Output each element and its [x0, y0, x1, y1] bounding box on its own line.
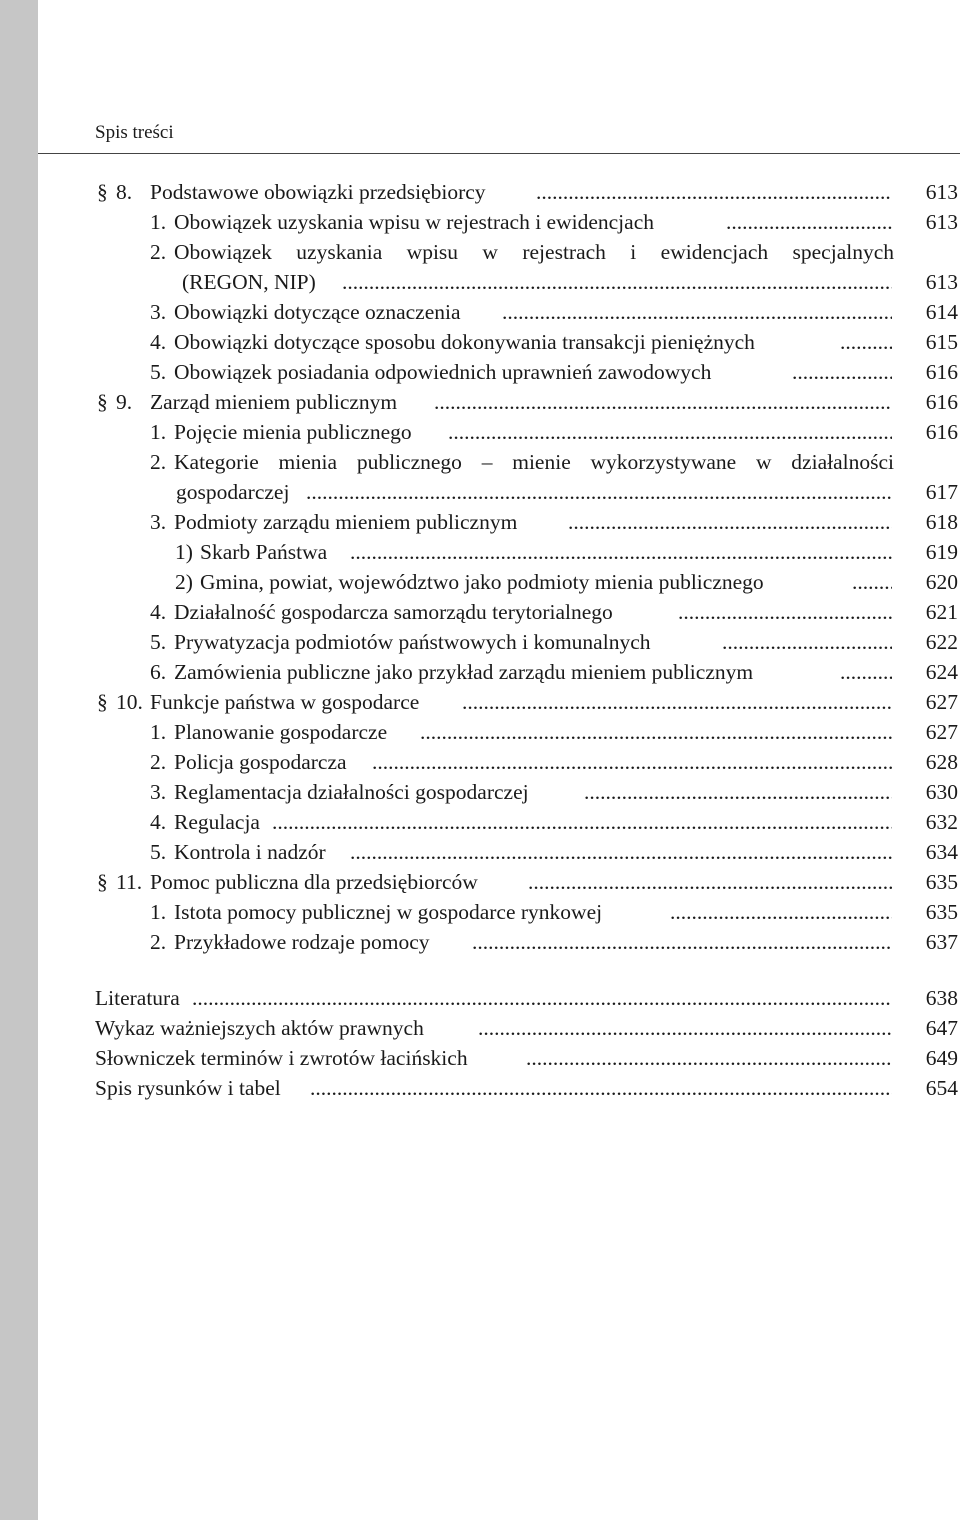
toc-entry[interactable] — [0, 927, 960, 957]
dot-leader — [310, 1073, 892, 1103]
running-head: Spis treści — [95, 122, 174, 143]
entry-title: Wykaz ważniejszych aktów prawnych — [95, 1016, 424, 1040]
entry-title: Pomoc publiczna dla przedsiębiorców — [150, 870, 478, 894]
entry-title: Słowniczek terminów i zwrotów łacińskich — [95, 1046, 468, 1070]
header-rule — [38, 153, 960, 154]
entry-number: 2. — [150, 930, 167, 954]
dot-leader — [584, 777, 892, 807]
toc-entry-backmatter[interactable] — [0, 1043, 960, 1073]
section-mark: § — [97, 870, 108, 894]
section-mark: § — [97, 390, 108, 414]
entry-title: (REGON, NIP) — [182, 270, 316, 294]
entry-title: Kategorie mienia publicznego – mienie wykorzystywane w działalności — [174, 450, 894, 474]
toc-entry-backmatter[interactable] — [0, 1013, 960, 1043]
entry-page: 632 — [925, 810, 958, 834]
toc-entry-continued[interactable] — [0, 477, 960, 507]
entry-page: 624 — [925, 660, 958, 684]
entry-page: 638 — [925, 986, 958, 1010]
entry-number: 1. — [150, 210, 167, 234]
toc-entry-backmatter[interactable] — [0, 1073, 960, 1103]
toc-entry[interactable] — [0, 747, 960, 777]
dot-leader — [792, 357, 892, 387]
dot-leader — [840, 327, 892, 357]
toc-entry-continued[interactable] — [0, 267, 960, 297]
dot-leader — [478, 1013, 892, 1043]
toc-entry[interactable] — [0, 357, 960, 387]
entry-page: 630 — [925, 780, 958, 804]
toc-entry[interactable] — [0, 837, 960, 867]
entry-title: Kontrola i nadzór — [174, 840, 326, 864]
dot-leader — [272, 807, 892, 837]
section-mark: § — [97, 180, 108, 204]
entry-page: 618 — [925, 510, 958, 534]
entry-title: Zamówienia publiczne jako przykład zarządu mieniem publicznym — [174, 660, 754, 684]
entry-title: Spis rysunków i tabel — [95, 1076, 281, 1100]
dot-leader — [372, 747, 892, 777]
entry-page: 635 — [925, 870, 958, 894]
entry-number: 5. — [150, 840, 167, 864]
toc-entry-subpoint[interactable] — [0, 567, 960, 597]
toc-entry-section[interactable] — [0, 687, 960, 717]
dot-leader — [350, 537, 892, 567]
entry-number: 6. — [150, 660, 167, 684]
entry-page: 620 — [925, 570, 958, 594]
entry-number: 2. — [150, 450, 167, 474]
entry-number: 3. — [150, 780, 167, 804]
dot-leader — [852, 567, 892, 597]
toc-entry[interactable] — [0, 297, 960, 327]
section-mark: § — [97, 690, 108, 714]
toc-entry[interactable] — [0, 897, 960, 927]
entry-title: Przykładowe rodzaje pomocy — [174, 930, 430, 954]
toc-entry[interactable] — [0, 417, 960, 447]
dot-leader — [526, 1043, 892, 1073]
toc-entry[interactable] — [0, 807, 960, 837]
entry-page: 654 — [925, 1076, 958, 1100]
entry-page: 616 — [925, 390, 958, 414]
entry-page: 613 — [925, 180, 958, 204]
entry-number: 1) — [175, 540, 193, 564]
dot-leader — [342, 267, 892, 297]
entry-title: Regulacja — [174, 810, 260, 834]
entry-number: 3. — [150, 510, 167, 534]
dot-leader — [448, 417, 892, 447]
entry-title: Planowanie gospodarcze — [174, 720, 388, 744]
entry-page: 647 — [925, 1016, 958, 1040]
entry-page: 614 — [925, 300, 958, 324]
entry-number: 2. — [150, 240, 167, 264]
entry-title: Obowiązek uzyskania wpisu w rejestrach i ewidencjach specjalnych — [174, 240, 894, 264]
entry-page: 621 — [925, 600, 958, 624]
dot-leader — [462, 687, 892, 717]
dot-leader — [420, 717, 892, 747]
toc-entry[interactable] — [0, 657, 960, 687]
entry-page: 622 — [925, 630, 958, 654]
entry-title: Literatura — [95, 986, 180, 1010]
entry-title: Policja gospodarcza — [174, 750, 347, 774]
dot-leader — [670, 897, 892, 927]
entry-number: 2) — [175, 570, 193, 594]
entry-title: gospodarczej — [176, 480, 290, 504]
entry-number: 3. — [150, 300, 167, 324]
entry-title: Podmioty zarządu mieniem publicznym — [174, 510, 518, 534]
entry-number: 11. — [116, 870, 143, 894]
entry-page: 637 — [925, 930, 958, 954]
toc-entry-backmatter[interactable] — [0, 983, 960, 1013]
entry-title: Gmina, powiat, województwo jako podmioty mienia publicznego — [200, 570, 764, 594]
entry-page: 615 — [925, 330, 958, 354]
entry-page: 616 — [925, 420, 958, 444]
toc-entry-subpoint[interactable] — [0, 537, 960, 567]
entry-page: 627 — [925, 690, 958, 714]
entry-page: 649 — [925, 1046, 958, 1070]
entry-title: Obowiązki dotyczące oznaczenia — [174, 300, 461, 324]
entry-page: 634 — [925, 840, 958, 864]
toc-entry[interactable] — [0, 777, 960, 807]
entry-title: Prywatyzacja podmiotów państwowych i komunalnych — [174, 630, 651, 654]
dot-leader — [502, 297, 892, 327]
dot-leader — [192, 983, 892, 1013]
toc-entry[interactable] — [0, 207, 960, 237]
entry-title: Reglamentacja działalności gospodarczej — [174, 780, 529, 804]
toc-entry[interactable] — [0, 717, 960, 747]
entry-title: Podstawowe obowiązki przedsiębiorcy — [150, 180, 486, 204]
entry-number: 1. — [150, 420, 167, 444]
entry-number: 8. — [116, 180, 133, 204]
entry-title: Obowiązek uzyskania wpisu w rejestrach i ewidencjach — [174, 210, 654, 234]
entry-page: 635 — [925, 900, 958, 924]
entry-page: 617 — [925, 480, 958, 504]
toc-entry[interactable] — [0, 237, 960, 267]
dot-leader — [350, 837, 892, 867]
entry-number: 2. — [150, 750, 167, 774]
entry-title: Skarb Państwa — [200, 540, 328, 564]
entry-number: 1. — [150, 720, 167, 744]
entry-number: 4. — [150, 600, 167, 624]
entry-page: 616 — [925, 360, 958, 384]
entry-page: 613 — [925, 270, 958, 294]
entry-number: 10. — [116, 690, 143, 714]
dot-leader — [306, 477, 892, 507]
entry-title: Istota pomocy publicznej w gospodarce rynkowej — [174, 900, 603, 924]
dot-leader — [434, 387, 892, 417]
entry-page: 619 — [925, 540, 958, 564]
dot-leader — [722, 627, 892, 657]
dot-leader — [528, 867, 892, 897]
entry-title: Obowiązek posiadania odpowiednich uprawnień zawodowych — [174, 360, 712, 384]
entry-page: 613 — [925, 210, 958, 234]
entry-page: 628 — [925, 750, 958, 774]
entry-number: 1. — [150, 900, 167, 924]
toc-entry[interactable] — [0, 327, 960, 357]
entry-title: Funkcje państwa w gospodarce — [150, 690, 420, 714]
entry-number: 4. — [150, 330, 167, 354]
dot-leader — [726, 207, 892, 237]
dot-leader — [678, 597, 892, 627]
entry-title: Zarząd mieniem publicznym — [150, 390, 398, 414]
entry-title: Pojęcie mienia publicznego — [174, 420, 412, 444]
entry-number: 5. — [150, 360, 167, 384]
entry-title: Obowiązki dotyczące sposobu dokonywania transakcji pieniężnych — [174, 330, 755, 354]
entry-number: 4. — [150, 810, 167, 834]
dot-leader — [568, 507, 892, 537]
toc-entry[interactable] — [0, 447, 960, 477]
toc-entry[interactable] — [0, 507, 960, 537]
entry-number: 9. — [116, 390, 133, 414]
dot-leader — [536, 177, 892, 207]
toc-entry-section[interactable] — [0, 867, 960, 897]
dot-leader — [840, 657, 892, 687]
toc-entry[interactable] — [0, 627, 960, 657]
dot-leader — [472, 927, 892, 957]
entry-title: Działalność gospodarcza samorządu terytorialnego — [174, 600, 613, 624]
toc-entry[interactable] — [0, 597, 960, 627]
toc-entry-section[interactable] — [0, 387, 960, 417]
entry-page: 627 — [925, 720, 958, 744]
entry-number: 5. — [150, 630, 167, 654]
toc-entry-section[interactable] — [0, 177, 960, 207]
